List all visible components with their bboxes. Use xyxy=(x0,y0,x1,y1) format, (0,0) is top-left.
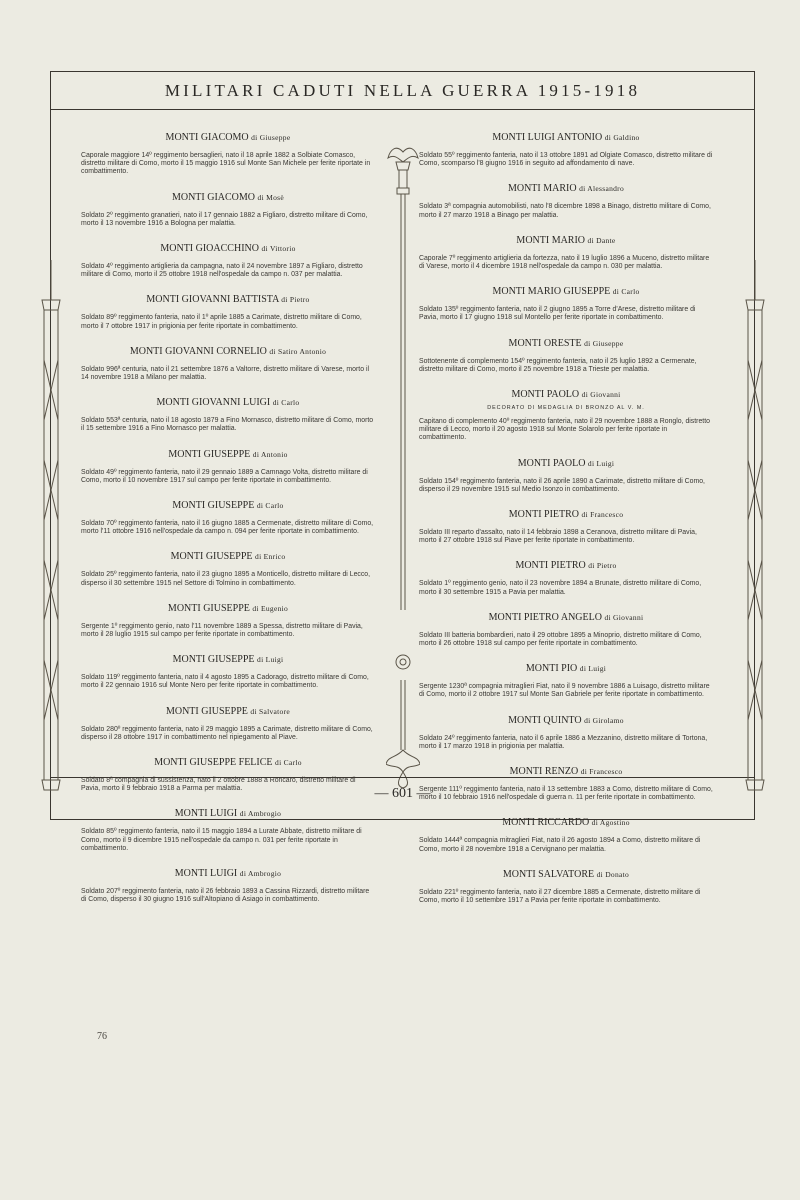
entry xyxy=(419,715,713,751)
entry-name xyxy=(419,235,713,246)
entry xyxy=(419,509,713,545)
entry-patronymic: di Enrico xyxy=(255,552,286,562)
entry xyxy=(419,817,713,853)
right-margin-column-ornament-icon xyxy=(740,260,770,830)
entry-surname: MONTI PIETRO xyxy=(508,509,580,521)
entry xyxy=(419,458,713,494)
entry-text: Soldato 154º reggimento fanteria, nato il 26 aprile 1890 a Carimate, distretto militare di Como, disperso il 29 novembre 1915 sul Medio Isonzo in combattimento. xyxy=(419,477,705,493)
entry-name xyxy=(419,458,713,469)
entry-text: Soldato 70º reggimento fanteria, nato il 16 giugno 1885 a Cermenate, distretto militare di Como, morto l'11 ottobre 1916 nell'ospedale da campo n. 094 per ferite riportate in combattimento. xyxy=(81,520,374,536)
entry-patronymic: di Luigi xyxy=(257,655,284,665)
entry-surname: MONTI GIUSEPPE xyxy=(172,654,255,666)
entry-name xyxy=(81,551,375,562)
entry-name xyxy=(419,715,713,726)
entry-patronymic: di Vittorio xyxy=(261,244,296,254)
entry-patronymic: di Salvatore xyxy=(250,706,291,716)
entry-name xyxy=(419,560,713,571)
entry-patronymic: di Luigi xyxy=(587,458,615,468)
entry-surname: MONTI SALVATORE xyxy=(502,868,595,880)
entry-text: Soldato 49º reggimento fanteria, nato il 29 gennaio 1889 a Camnago Volta, distretto militare di Como, morto il 10 novembre 1917 sul campo per ferite riportate in combattimento. xyxy=(81,468,368,484)
entry xyxy=(81,243,375,279)
entry-name xyxy=(419,509,713,520)
entry xyxy=(419,389,713,443)
entry-text: Sergente 1º reggimento genio, nato l'11 novembre 1889 a Spessa, distretto militare di Pavia, morto il 28 luglio 1915 sul campo per ferite riportate in combattimento. xyxy=(81,622,363,639)
entry-surname: MONTI GIOVANNI LUIGI xyxy=(156,397,271,409)
entry xyxy=(81,132,375,177)
entry xyxy=(81,397,375,433)
footer-rule xyxy=(51,777,754,778)
entry-name xyxy=(81,603,375,614)
entry xyxy=(419,235,713,271)
entry-text: Soldato 2º reggimento granatieri, nato il 17 gennaio 1882 a Figliaro, distretto militare di Como, morto il 13 novembre 1916 a Bologna per malattia. xyxy=(81,211,368,227)
entry-text: Soldato III batteria bombardieri, nato il 29 ottobre 1895 a Minoprio, distretto militare di Como, morto il 26 ottobre 1918 sul campo per ferite riportate in combattimento. xyxy=(419,631,702,648)
entry-text: Capitano di complemento 40º reggimento fanteria, nato il 29 novembre 1888 a Ronglo, distretto militare di Lecco, morto il 20 agosto 1918 sul Monte Solarolo per ferite riportate in combattimento. xyxy=(419,418,710,442)
entry-surname: MONTI GIUSEPPE xyxy=(172,500,255,512)
entry-text: Caporale maggiore 14º reggimento bersaglieri, nato il 18 aprile 1882 a Solbiate Comasco, distretto militare di Como, morto il 15 maggio 1916 sul Monte San Michele per ferite riportate in combattimento. xyxy=(81,152,371,176)
entry-patronymic: di Giovanni xyxy=(581,390,621,400)
entry xyxy=(419,869,713,905)
entry-surname: MONTI QUINTO xyxy=(508,714,582,726)
entry-text: Soldato 135º reggimento fanteria, nato il 2 giugno 1895 a Torre d'Arese, distretto militare di Pavia, morto il 17 giugno 1918 sul Montello per ferite riportate in combattimento. xyxy=(419,306,696,322)
entry-surname: MONTI GIUSEPPE FELICE xyxy=(154,757,273,769)
entry xyxy=(419,132,713,168)
entry-surname: MONTI PAOLO xyxy=(511,389,580,401)
entry-text: Soldato 85º reggimento fanteria, nato il 15 maggio 1894 a Lurate Abbate, distretto militare di Como, morto il 9 dicembre 1915 nell'ospedale da campo n. 031 per ferite riportate in combattimento. xyxy=(81,828,362,852)
entry-text: Soldato 8ª compagnia di sussistenza, nato il 2 ottobre 1888 a Roncaro, distretto militare di Pavia, morto il 9 febbraio 1918 a Parma per malattia. xyxy=(81,777,356,793)
entry-name xyxy=(81,243,375,254)
entry-text: Soldato 221º reggimento fanteria, nato il 27 dicembre 1885 a Cermenate, distretto militare di Como, morto il 10 settembre 1917 a Pavia per ferite riportate in combattimento. xyxy=(419,888,701,905)
entry-surname: MONTI MARIO GIUSEPPE xyxy=(492,286,611,298)
entry xyxy=(419,183,713,219)
entry-name xyxy=(419,183,713,194)
entry-text: Soldato 1º reggimento genio, nato il 23 novembre 1894 a Brunate, distretto militare di Como, morto il 30 settembre 1915 a Pavia per malattia. xyxy=(419,580,702,596)
entry-text: Soldato 25º reggimento fanteria, nato il 23 giugno 1895 a Monticello, distretto militare di Lecco, disperso il 30 settembre 1915 nel Settore di Tolmino in combattimento. xyxy=(81,571,371,587)
entry-surname: MONTI PIETRO ANGELO xyxy=(488,611,602,623)
entry-name xyxy=(419,338,713,349)
entry-name xyxy=(419,817,713,828)
entry xyxy=(81,808,375,853)
entry-patronymic: di Dante xyxy=(587,235,616,245)
entry-name xyxy=(419,389,713,400)
entry-patronymic: di Luigi xyxy=(579,664,607,674)
entry xyxy=(81,706,375,742)
entry xyxy=(81,603,375,639)
entry-patronymic: di Girolamo xyxy=(584,715,624,725)
entry-name xyxy=(81,808,375,819)
entry xyxy=(81,868,375,904)
entry-surname: MONTI LUIGI xyxy=(174,808,238,820)
entry-name xyxy=(419,869,713,880)
entry xyxy=(419,612,713,648)
entry-patronymic: di Antonio xyxy=(252,449,288,459)
entry-surname: MONTI GIACOMO xyxy=(165,132,249,143)
entry-patronymic: di Galdino xyxy=(604,133,640,142)
entry-surname: MONTI PAOLO xyxy=(517,457,586,469)
entry-surname: MONTI GIUSEPPE xyxy=(170,551,253,563)
entry-patronymic: di Carlo xyxy=(275,758,302,768)
entry-surname: MONTI MARIO xyxy=(516,234,586,246)
page-title: MILITARI CADUTI NELLA GUERRA 1915-1918 xyxy=(164,80,641,100)
entry-patronymic: di Carlo xyxy=(256,501,284,511)
entry-patronymic: di Pietro xyxy=(588,561,617,571)
entry-name xyxy=(81,654,375,665)
entry-text: Caporale 7º reggimento artiglieria da fortezza, nato il 19 luglio 1896 a Muceno, distretto militare di Varese, morto il 4 dicembre 1918 nell'ospedale da campo n. 030 per malattia. xyxy=(419,254,710,271)
entry-patronymic: di Ambrogio xyxy=(239,809,282,819)
entry-name xyxy=(81,294,375,305)
entry-surname: MONTI GIOVANNI CORNELIO xyxy=(129,345,267,357)
entry-name xyxy=(81,397,375,408)
entry xyxy=(81,192,375,228)
left-margin-column-ornament-icon xyxy=(36,260,66,830)
entry xyxy=(81,551,375,587)
entry-surname: MONTI GIOACCHINO xyxy=(160,243,259,255)
entry xyxy=(419,560,713,596)
entry-text: Sergente 1230ª compagnia mitraglieri Fiat, nato il 9 novembre 1886 a Luisago, distretto militare di Como, morto il 2 ottobre 1917 sul Monte San Gabriele per ferite riportate in combattimento. xyxy=(419,683,710,699)
entry xyxy=(419,286,713,322)
entry-name xyxy=(81,346,375,357)
entry-patronymic: di Carlo xyxy=(612,287,640,297)
entry-surname: MONTI GIOVANNI BATTISTA xyxy=(146,294,279,306)
entry-patronymic: di Ambrogio xyxy=(239,869,282,879)
entry-patronymic: di Eugenio xyxy=(252,603,289,613)
entry-text: Soldato 89º reggimento fanteria, nato il 1º aprile 1885 a Carimate, distretto militare di Como, morto il 7 ottobre 1917 in prigionia per ferite riportate in combattimento. xyxy=(81,314,362,330)
entry-surname: MONTI GIACOMO xyxy=(171,191,256,203)
entry-name xyxy=(419,663,713,674)
entry-surname: MONTI GIUSEPPE xyxy=(167,602,250,614)
entry xyxy=(419,663,713,699)
entry-decoration-note: DECORATO DI MEDAGLIA DI BRONZO AL V. M. xyxy=(487,405,645,412)
entry-patronymic: di Carlo xyxy=(272,398,300,408)
entry-name xyxy=(81,868,375,879)
entry-name xyxy=(419,286,713,297)
entry-text: Soldato 24º reggimento fanteria, nato il 6 aprile 1886 a Mezzanino, distretto militare di Tortona, morto il 17 marzo 1918 in prigionia per malattia. xyxy=(419,734,708,750)
entry-surname: MONTI ORESTE xyxy=(508,337,582,349)
entry-patronymic: di Francesco xyxy=(580,767,623,777)
entry-text: Soldato 4º reggimento artiglieria da campagna, nato il 24 novembre 1897 a Figliaro, distretto militare di Como, morto il 25 ottobre 1918 nell'ospedale da campo n. 037 per malattia. xyxy=(81,263,363,279)
entry-name xyxy=(81,757,375,768)
entry xyxy=(419,338,713,374)
entry-name xyxy=(419,612,713,623)
entry-name xyxy=(419,132,713,143)
entry-surname: MONTI GIUSEPPE xyxy=(168,448,251,460)
entry-text: Sergente 111º reggimento fanteria, nato il 13 settembre 1883 a Como, distretto militare di Como, morto il 10 febbraio 1916 nell'ospedale di guerra n. 11 per ferite riportate in combattimento. xyxy=(419,786,713,802)
entry-text: Soldato III reparto d'assalto, nato il 14 febbraio 1898 a Ceranova, distretto militare di Pavia, morto il 27 ottobre 1918 sul Piave per ferite riportate in combattimento. xyxy=(419,529,697,545)
entry-patronymic: di Satiro Antonio xyxy=(269,346,327,356)
entry-patronymic: di Giovanni xyxy=(604,612,644,622)
entry-surname: MONTI PIETRO xyxy=(515,560,586,572)
entry xyxy=(81,346,375,382)
entry-name xyxy=(81,192,375,203)
entry xyxy=(81,449,375,485)
entry-patronymic: di Giuseppe xyxy=(251,133,291,142)
entry-text: Soldato 207º reggimento fanteria, nato il 26 febbraio 1893 a Cassina Rizzardi, distretto militare di Como, disperso il 30 giugno 1916 sull'Altopiano di Asiago in combattimento. xyxy=(81,888,370,904)
entry-name xyxy=(81,706,375,717)
entry-surname: MONTI LUIGI xyxy=(174,868,238,880)
entry-surname: MONTI RICCARDO xyxy=(502,817,590,829)
entry-text: Soldato 3ª compagnia automobilisti, nato l'8 dicembre 1898 a Binago, distretto militare di Como, morto il 27 marzo 1918 a Binago per malattia. xyxy=(419,203,711,219)
entry-patronymic: di Mosè xyxy=(257,192,285,202)
entry-patronymic: di Agostino xyxy=(591,818,630,828)
entry-text: Soldato 996ª centuria, nato il 21 settembre 1876 a Valtorre, distretto militare di Varese, morto il 14 novembre 1918 a Milano per malattia. xyxy=(81,365,370,382)
entry xyxy=(81,654,375,690)
entry-patronymic: di Giuseppe xyxy=(584,338,624,348)
entry-surname: MONTI RENZO xyxy=(509,766,579,778)
right-column xyxy=(419,132,713,920)
entry-name xyxy=(81,500,375,511)
entry-surname: MONTI LUIGI ANTONIO xyxy=(492,132,603,143)
entry xyxy=(81,500,375,536)
entry-patronymic: di Pietro xyxy=(281,295,310,305)
entry-text: Soldato 280º reggimento fanteria, nato il 29 maggio 1895 a Carimate, distretto militare di Como, disperso il 28 ottobre 1917 in combattimento nel ripiegamento al Piave. xyxy=(81,725,373,741)
entry-surname: MONTI PIO xyxy=(525,663,578,675)
entry-name xyxy=(81,132,375,143)
page-number: — 601 — xyxy=(374,786,431,801)
entry-text: Soldato 1444ª compagnia mitraglieri Fiat, nato il 26 agosto 1894 a Como, distretto militare di Como, morto il 28 novembre 1918 a Cervignano per malattia. xyxy=(419,837,701,853)
entry-text: Soldato 119º reggimento fanteria, nato il 4 agosto 1895 a Cadorago, distretto militare di Como, morto il 22 gennaio 1916 sul Monte Nero per ferite riportate in combattimento. xyxy=(81,674,369,690)
entry-name xyxy=(81,449,375,460)
entry-text: Soldato 553ª centuria, nato il 18 agosto 1879 a Fino Mornasco, distretto militare di Como, morto il 15 settembre 1916 a Fino Mornasco per malattia. xyxy=(81,417,374,433)
entry-name xyxy=(419,766,713,777)
entry-surname: MONTI MARIO xyxy=(507,183,577,195)
entry xyxy=(81,294,375,330)
page-frame xyxy=(50,71,755,905)
entry-patronymic: di Francesco xyxy=(581,510,624,520)
entry-patronymic: di Donato xyxy=(596,869,630,879)
entry-text: Soldato 55º reggimento fanteria, nato il 13 ottobre 1891 ad Olgiate Comasco, distretto militare di Como, scomparso l'8 giugno 1916 in seguito ad affondamento di nave. xyxy=(419,152,713,168)
entry-text: Sottotenente di complemento 154º reggimento fanteria, nato il 25 luglio 1892 a Cermenate, distretto militare di Como, morto il 25 novembre 1918 a Trieste per malattia. xyxy=(419,357,697,373)
center-sword-ornament-icon xyxy=(386,140,420,790)
corner-number: 76 xyxy=(97,1031,107,1042)
entry-surname: MONTI GIUSEPPE xyxy=(165,705,248,717)
entry-patronymic: di Alessandro xyxy=(579,184,625,194)
header-band xyxy=(51,72,754,110)
